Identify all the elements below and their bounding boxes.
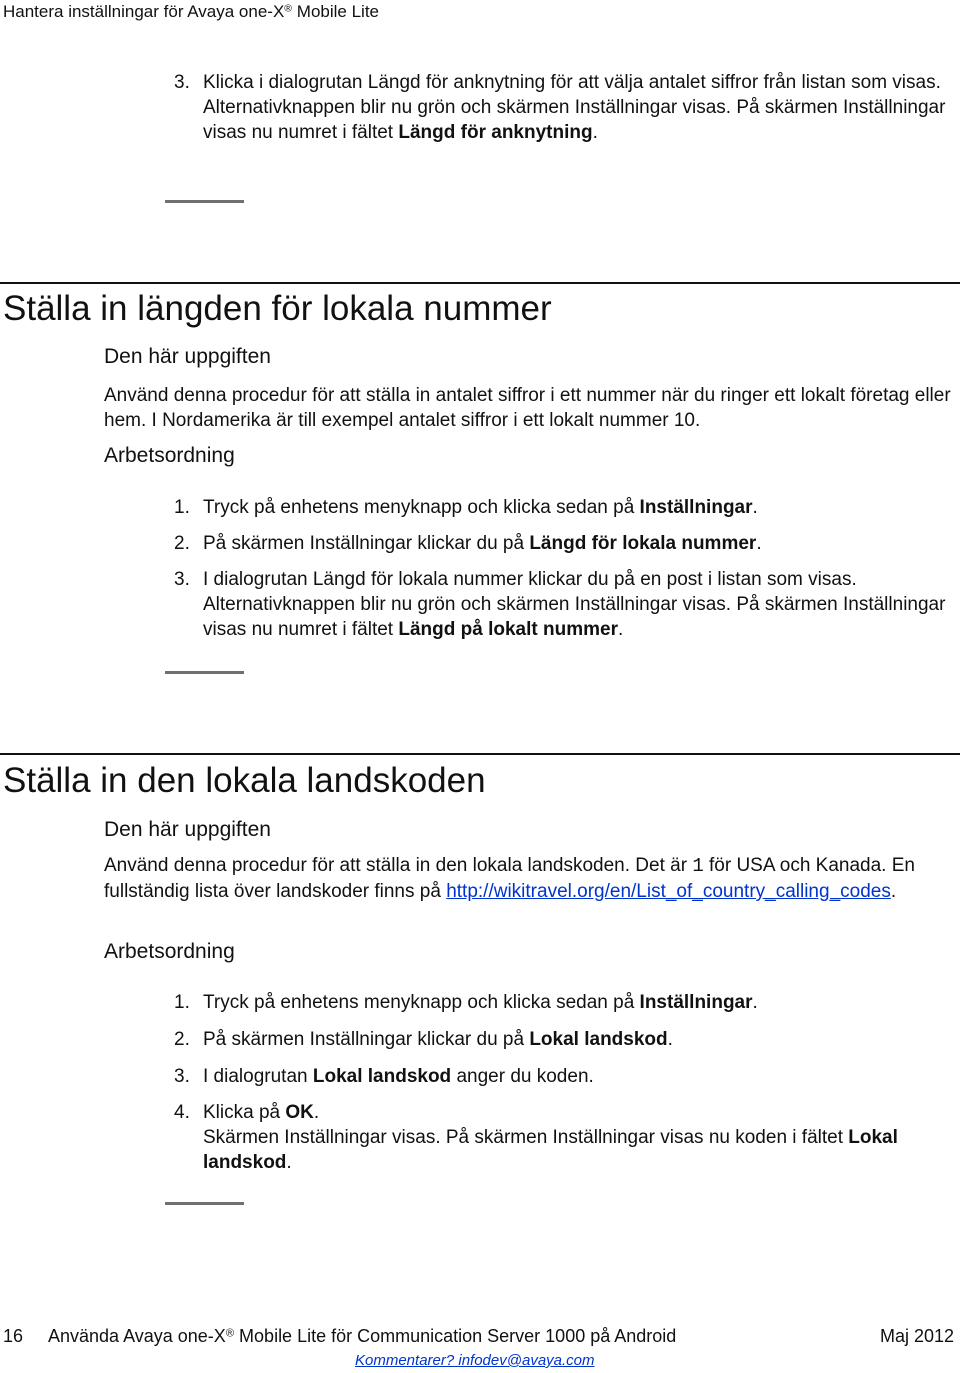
step-number: 4. — [174, 1102, 190, 1123]
step-number: 3. — [174, 569, 190, 590]
step-text: I dialogrutan Längd för lokala nummer klickar du på en post i listan som visas. — [203, 569, 857, 590]
registered-mark: ® — [284, 2, 293, 15]
procedure-end-rule — [165, 671, 244, 674]
task-description: Använd denna procedur för att ställa in den lokala landskoden. Det är 1 för USA och Kanada. En fullständig lista över landskoder finns på http://wikitravel.org/en/List_of_country_calling_codes. — [104, 855, 915, 902]
menu-item-name: Inställningar — [639, 992, 753, 1013]
procedure-step — [174, 567, 960, 642]
step-result: Alternativknappen blir nu grön och skärmen Inställningar visas. På skärmen Inställningar visas nu numret i fältet Längd för anknytning. — [203, 97, 946, 143]
procedure-step: 3. I dialogrutan Lokal landskod anger du koden. — [174, 1066, 594, 1087]
country-code: 1 — [692, 855, 704, 877]
procedure-step: 2. På skärmen Inställningar klickar du på Längd för lokala nummer. — [174, 533, 762, 554]
procedure-heading: Arbetsordning — [104, 444, 235, 467]
section-title: Ställa in den lokala landskoden — [3, 761, 486, 800]
running-header — [3, 2, 379, 22]
header-title: Hantera inställningar för Avaya one-X — [3, 2, 285, 21]
step-number: 2. — [174, 1029, 190, 1050]
step-number: 3. — [174, 72, 190, 93]
step-number: 3. — [174, 1066, 190, 1087]
procedure-step: 4. Klicka på OK. Skärmen Inställningar visas. På skärmen Inställningar visas nu koden i fältet Lokal landskod. — [174, 1100, 960, 1175]
header-title-suffix: Mobile Lite — [292, 2, 379, 21]
menu-item-name: Längd för lokala nummer — [529, 533, 757, 554]
menu-item-name: Inställningar — [639, 497, 753, 518]
procedure-step: 1. Tryck på enhetens menyknapp och klicka sedan på Inställningar. — [174, 992, 758, 1013]
section-title: Ställa in längden för lokala nummer — [3, 289, 552, 328]
dialog-name: Lokal landskod — [312, 1066, 452, 1087]
section-rule — [0, 753, 960, 755]
procedure-step: 2. På skärmen Inställningar klickar du på Lokal landskod. — [174, 1029, 673, 1050]
step-text: Klicka i dialogrutan Längd för anknytning för att välja antalet siffror från listan som visas. — [203, 72, 941, 93]
step-number: 2. — [174, 533, 190, 554]
button-name: OK — [285, 1102, 314, 1123]
registered-mark: ® — [225, 1327, 235, 1340]
task-heading: Den här uppgiften — [104, 818, 271, 841]
top-step-3 — [174, 70, 960, 145]
procedure-end-rule — [165, 200, 244, 203]
procedure-step: 1. Tryck på enhetens menyknapp och klicka sedan på Inställningar. — [174, 497, 758, 518]
feedback-link[interactable]: Kommentarer? infodev@avaya.com — [355, 1352, 595, 1369]
task-description: Använd denna procedur för att ställa in antalet siffror i ett nummer när du ringer ett lokalt företag eller hem. I Nordamerika är till exempel antalet siffror i ett lokalt nummer 10. — [104, 385, 951, 431]
field-name: Längd på lokalt nummer — [398, 619, 618, 640]
book-title: Använda Avaya one-X® Mobile Lite för Communication Server 1000 på Android — [48, 1326, 677, 1346]
field-name: Längd för anknytning — [398, 122, 593, 143]
menu-item-name: Lokal landskod — [529, 1029, 668, 1050]
step-result: Skärmen Inställningar visas. På skärmen Inställningar visas nu koden i fältet Lokal landskod. — [203, 1127, 898, 1173]
task-heading: Den här uppgiften — [104, 345, 271, 368]
field-name: Lokal landskod — [203, 1127, 898, 1173]
page-number: 16 — [3, 1326, 24, 1346]
procedure-heading: Arbetsordning — [104, 940, 235, 963]
step-number: 1. — [174, 992, 190, 1013]
step-number: 1. — [174, 497, 190, 518]
step-result: Alternativknappen blir nu grön och skärmen Inställningar visas. På skärmen Inställningar visas nu numret i fältet Längd på lokalt nummer. — [203, 594, 946, 640]
country-codes-link[interactable]: http://wikitravel.org/en/List_of_country_calling_codes — [446, 881, 891, 902]
publication-date: Maj 2012 — [880, 1326, 955, 1346]
procedure-end-rule — [165, 1202, 244, 1205]
section-rule — [0, 282, 960, 284]
